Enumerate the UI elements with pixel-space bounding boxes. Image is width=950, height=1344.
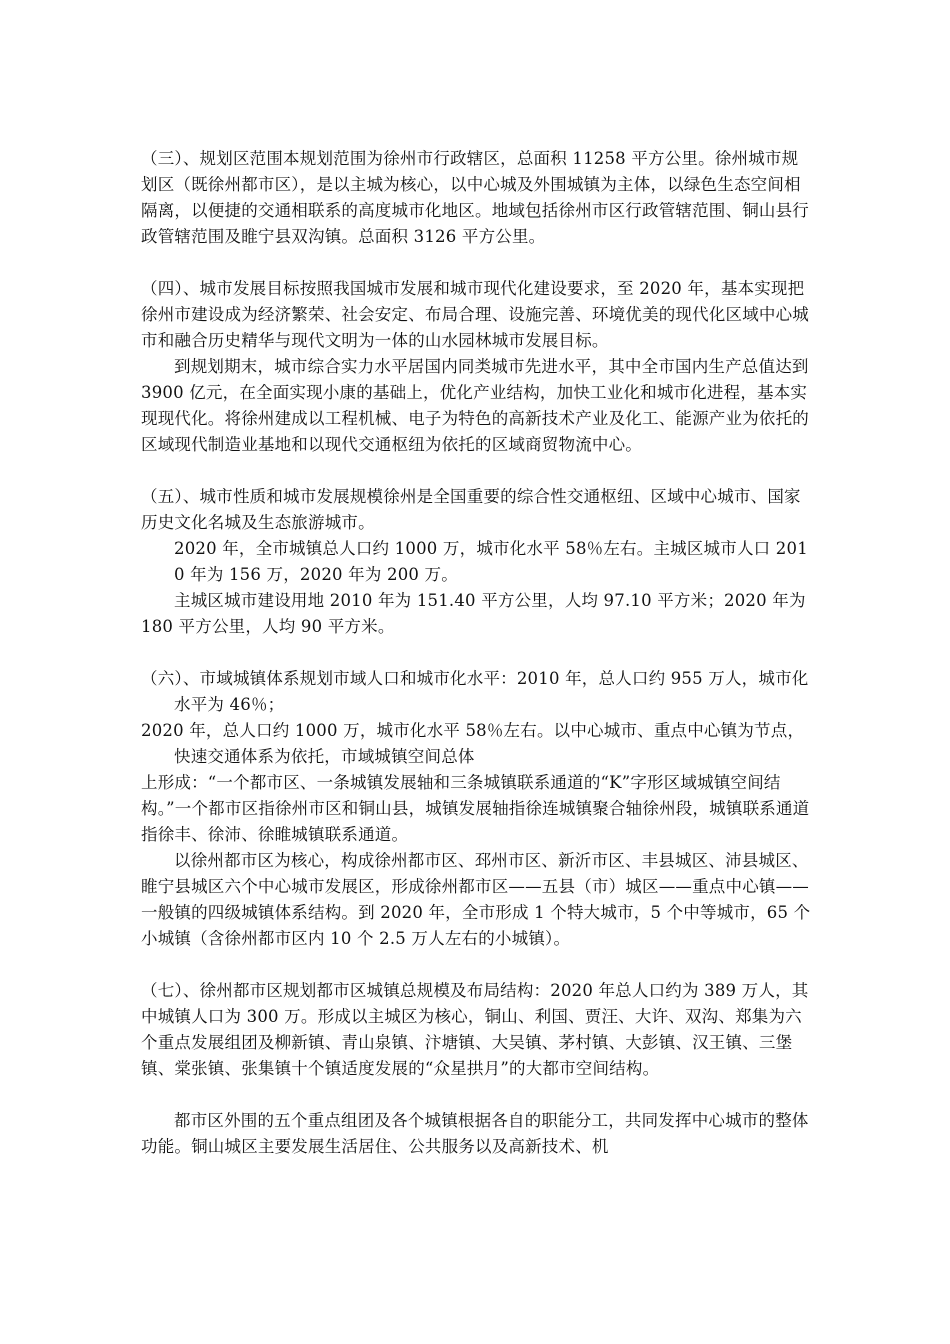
paragraph-gap [141, 458, 813, 484]
section-7-paragraph-2: 都市区外围的五个重点组团及各个城镇根据各自的职能分工，共同发挥中心城市的整体功能。铜山城区主要发展生活居住、公共服务以及高新技术、机 [141, 1111, 809, 1156]
section-6-paragraph-2: 2020 年，总人口约 1000 万，城市化水平 58％左右。以中心城市、重点中心镇为节点，快速交通体系为依托，市域城镇空间总体 [141, 721, 805, 766]
paragraph-gap [141, 1082, 813, 1108]
section-6-paragraph-4: 以徐州都市区为核心，构成徐州都市区、邳州市区、新沂市区、丰县城区、沛县城区、睢宁县城区六个中心城市发展区，形成徐州都市区——五县（市）城区——重点中心镇——一般镇的四级城镇体系结构。到 2020 年，全市形成 1 个特大城市，5 个中等城市，65 个小城镇（含徐州都市区内 10 个 2.5 万人左右的小城镇）。 [141, 851, 811, 948]
section-7-paragraph: （七）、徐州都市区规划都市区城镇总规模及布局结构：2020 年总人口约为 389 万人，其中城镇人口为 300 万。形成以主城区为核心，铜山、利国、贾汪、大许、双沟、郑集为六个重点发展组团及柳新镇、青山泉镇、汴塘镇、大吴镇、茅村镇、大彭镇、汉王镇、三堡镇、棠张镇、张集镇十个镇适度发展的“众星拱月”的大都市空间结构。 [141, 981, 809, 1078]
paragraph-gap [141, 640, 813, 666]
section-3-paragraph: （三）、规划区范围本规划范围为徐州市行政辖区，总面积 11258 平方公里。徐州城市规划区（既徐州都市区），是以主城为核心，以中心城及外围城镇为主体，以绿色生态空间相隔离，以便捷的交通相联系的高度城市化地区。地域包括徐州市区行政管辖范围、铜山县行政管辖范围及睢宁县双沟镇。总面积 3126 平方公里。 [141, 149, 809, 246]
section-5-paragraph: （五）、城市性质和城市发展规模徐州是全国重要的综合性交通枢纽、区域中心城市、国家历史文化名城及生态旅游城市。 [141, 487, 801, 532]
section-5-paragraph-2: 2020 年，全市城镇总人口约 1000 万，城市化水平 58％左右。主城区城市人口 2010 年为 156 万，2020 年为 200 万。 [174, 539, 808, 584]
paragraph-gap [141, 250, 813, 276]
section-4-paragraph-2: 到规划期末，城市综合实力水平居国内同类城市先进水平，其中全市国内生产总值达到 3900 亿元，在全面实现小康的基础上，优化产业结构，加快工业化和城市化进程，基本实现现代化。将徐州建成以工程机械、电子为特色的高新技术产业及化工、能源产业为依托的区域现代制造业基地和以现代交通枢纽为依托的区域商贸物流中心。 [141, 357, 809, 454]
section-5-paragraph-3: 主城区城市建设用地 2010 年为 151.40 平方公里，人均 97.10 平方米；2020 年为 180 平方公里，人均 90 平方米。 [141, 591, 806, 636]
section-6-paragraph-3: 上形成：“一个都市区、一条城镇发展轴和三条城镇联系通道的“K”字形区域城镇空间结构。”一个都市区指徐州市区和铜山县，城镇发展轴指徐连城镇聚合轴徐州段，城镇联系通道指徐丰、徐沛、徐睢城镇联系通道。 [141, 773, 810, 844]
section-6-paragraph: （六）、市域城镇体系规划市域人口和城市化水平：2010 年，总人口约 955 万人，城市化水平为 46％； [141, 669, 809, 714]
section-4-paragraph: （四）、城市发展目标按照我国城市发展和城市现代化建设要求，至 2020 年，基本实现把徐州市建设成为经济繁荣、社会安定、布局合理、设施完善、环境优美的现代化区域中心城市和融合历史精华与现代文明为一体的山水园林城市发展目标。 [141, 279, 809, 350]
paragraph-gap [141, 952, 813, 978]
document-body [141, 146, 813, 1160]
